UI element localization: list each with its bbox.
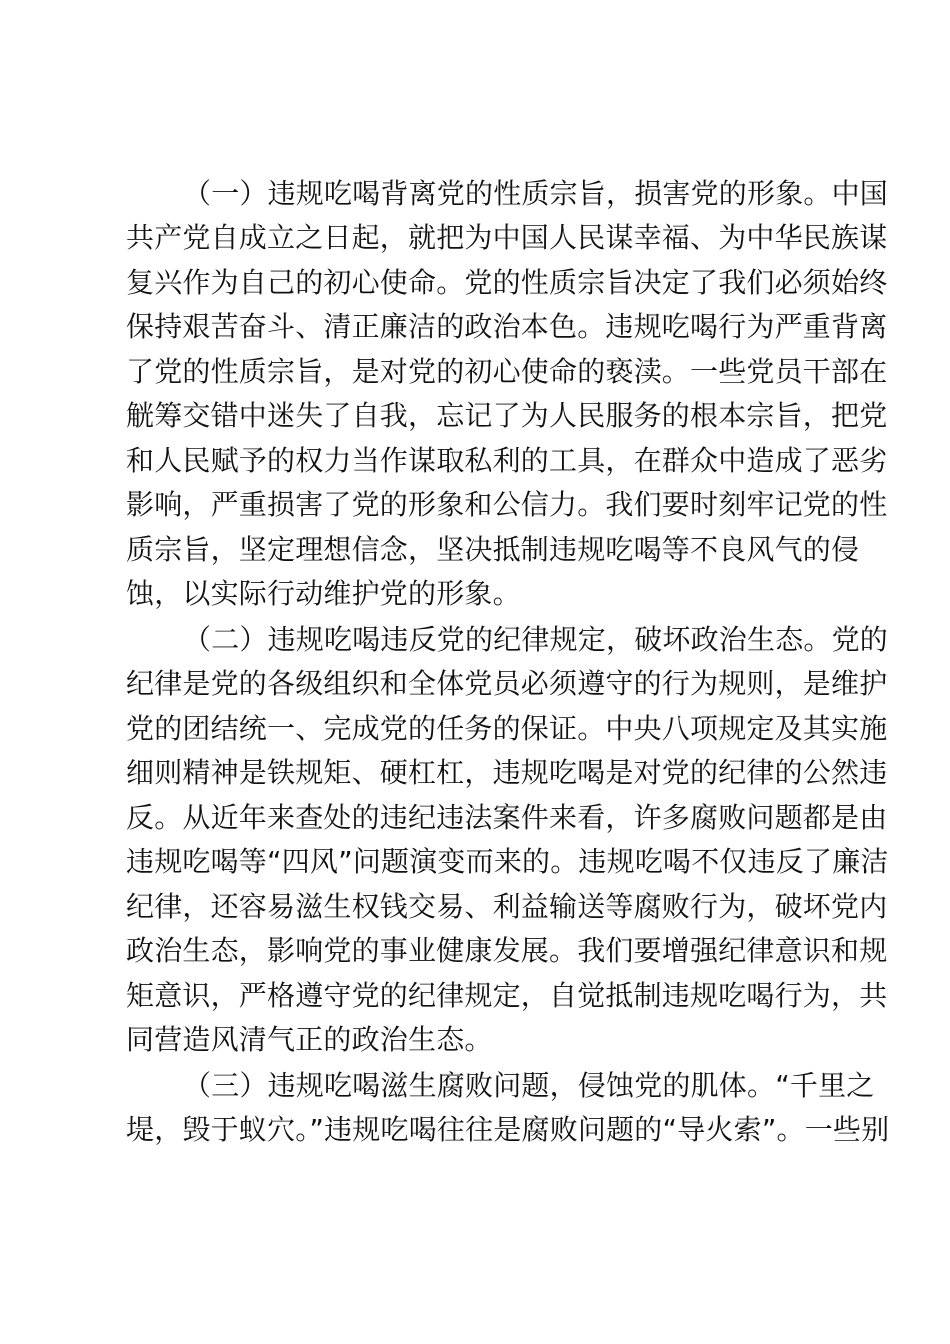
paragraph-1-line-5: 了党的性质宗旨，是对党的初心使命的亵渎。一些党员干部在	[126, 355, 888, 388]
paragraph-2-line-6: 违规吃喝等“四风”问题演变而来的。违规吃喝不仅违反了廉洁	[126, 845, 889, 878]
paragraph-1-line-1: （一）违规吃喝背离党的性质宗旨，损害党的形象。中国	[183, 177, 889, 210]
paragraph-2-line-2: 纪律是党的各级组织和全体党员必须遵守的行为规则，是维护	[126, 667, 888, 700]
paragraph-1-line-8: 影响，严重损害了党的形象和公信力。我们要时刻牢记党的性	[126, 488, 888, 521]
paragraph-1-line-7: 和人民赋予的权力当作谋取私利的工具，在群众中造成了恶劣	[126, 444, 888, 477]
paragraph-2-line-10: 同营造风清气正的政治生态。	[126, 1023, 493, 1056]
paragraph-1-line-4: 保持艰苦奋斗、清正廉洁的政治本色。违规吃喝行为严重背离	[126, 310, 888, 343]
paragraph-1-line-2: 共产党自成立之日起，就把为中国人民谋幸福、为中华民族谋	[126, 221, 888, 254]
paragraph-1-line-9: 质宗旨，坚定理想信念，坚决抵制违规吃喝等不良风气的侵	[126, 533, 860, 566]
paragraph-3-line-2: 堤，毁于蚁穴。”违规吃喝往往是腐败问题的“导火索”。一些别	[126, 1113, 890, 1146]
paragraph-1-line-3: 复兴作为自己的初心使命。党的性质宗旨决定了我们必须始终	[126, 266, 888, 299]
paragraph-3-line-1: （三）违规吃喝滋生腐败问题，侵蚀党的肌体。“千里之	[183, 1069, 875, 1102]
paragraph-2-line-1: （二）违规吃喝违反党的纪律规定，破坏政治生态。党的	[183, 623, 889, 656]
paragraph-2-line-9: 矩意识，严格遵守党的纪律规定，自觉抵制违规吃喝行为，共	[126, 979, 888, 1012]
paragraph-2-line-4: 细则精神是铁规矩、硬杠杠，违规吃喝是对党的纪律的公然违	[126, 756, 888, 789]
paragraph-2-line-8: 政治生态，影响党的事业健康发展。我们要增强纪律意识和规	[126, 934, 888, 967]
paragraph-2-line-3: 党的团结统一、完成党的任务的保证。中央八项规定及其实施	[126, 712, 888, 745]
paragraph-2-line-5: 反。从近年来查处的违纪违法案件来看，许多腐败问题都是由	[126, 801, 888, 834]
paragraph-1-line-10: 蚀，以实际行动维护党的形象。	[126, 577, 521, 610]
paragraph-2-line-7: 纪律，还容易滋生权钱交易、利益输送等腐败行为，破坏党内	[126, 890, 888, 923]
paragraph-1-line-6: 觥筹交错中迷失了自我，忘记了为人民服务的根本宗旨，把党	[126, 399, 888, 432]
